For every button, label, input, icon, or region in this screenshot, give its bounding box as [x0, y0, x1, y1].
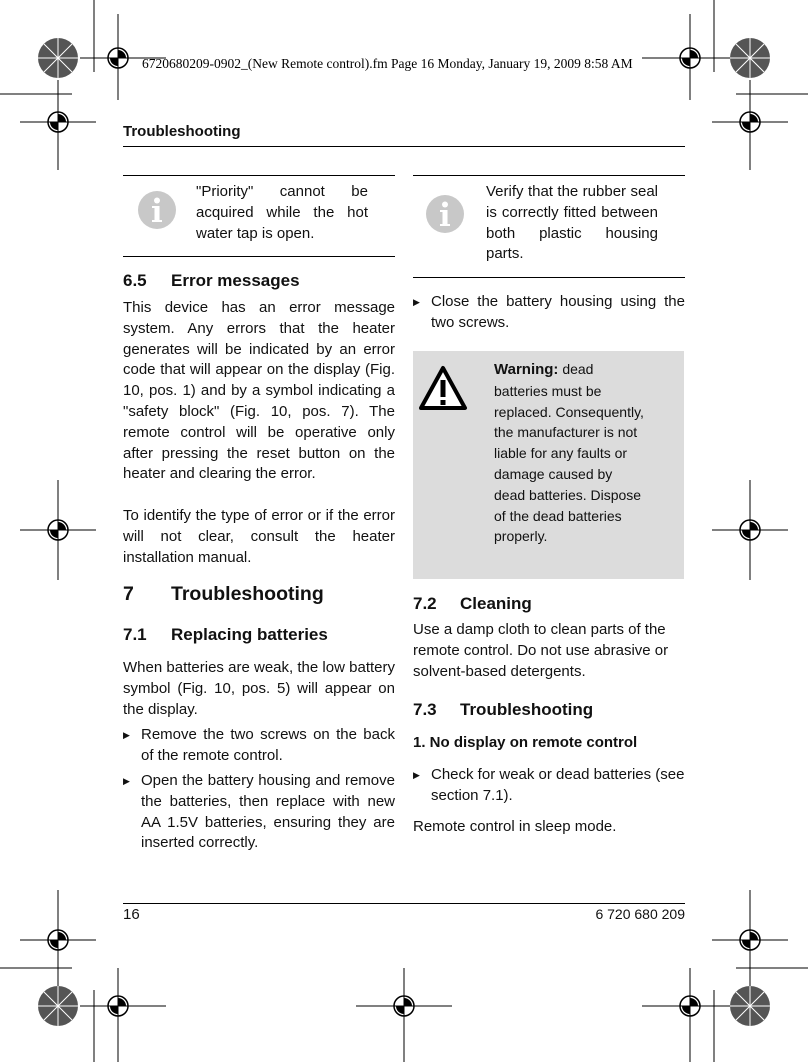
section-7-3-heading: 7.3 Troubleshooting	[413, 700, 594, 719]
section-6-5-paragraph-1: This device has an error message system. Any errors that the heater generates will be indicated by an error code that will appear on the display (Fig. 10, pos. 1) and by a symbol indicating a "safety block" (Fig. 10, pos. 7). The remote control will be operative only after pressing the reset button on the heater and clearing the error.	[123, 299, 395, 483]
subheading-no-display: 1. No display on remote control	[413, 734, 638, 751]
info-icon	[425, 194, 465, 234]
section-7-heading: 7 Troubleshooting	[123, 583, 324, 605]
footer-rule	[123, 903, 685, 904]
sleep-mode-text: Remote control in sleep mode.	[413, 818, 617, 835]
document-number: 6 720 680 209	[595, 906, 685, 922]
info-icon	[137, 190, 177, 230]
info-note-rubber-seal: Verify that the rubber seal is correctly fitted between both plastic housing parts.	[486, 183, 658, 263]
section-6-5-heading: 6.5 Error messages	[123, 271, 300, 290]
section-7-1-paragraph: When batteries are weak, the low battery symbol (Fig. 10, pos. 5) will appear on the display.	[123, 659, 395, 718]
bullet-arrow-icon: ▶	[413, 297, 420, 307]
list-item-check-batteries: ▶ Check for weak or dead batteries (see section 7.1).	[413, 766, 685, 804]
bullet-arrow-icon: ▶	[123, 730, 130, 740]
info-note-bottom-rule	[123, 256, 395, 257]
section-7-2-heading: 7.2 Cleaning	[413, 594, 532, 613]
list-item-close-housing: ▶ Close the battery housing using the two screws.	[413, 293, 685, 331]
bullet-arrow-icon: ▶	[413, 770, 420, 780]
section-7-1-heading: 7.1 Replacing batteries	[123, 625, 328, 644]
bullet-arrow-icon: ▶	[123, 776, 130, 786]
info-note-right-bottom-rule	[413, 277, 685, 278]
section-6-5-paragraph-2: To identify the type of error or if the error will not clear, consult the heater installation manual.	[123, 507, 395, 566]
section-7-2-paragraph: Use a damp cloth to clean parts of the remote control. Do not use abrasive or solvent-based detergents.	[413, 621, 669, 680]
info-note-right-top-rule	[413, 175, 685, 176]
print-header: 6720680209-0902_(New Remote control).fm Page 16 Monday, January 19, 2009 8:58 AM	[142, 56, 633, 71]
list-item-remove-screws: ▶ Remove the two screws on the back of the remote control.	[123, 726, 395, 764]
warning-triangle-icon	[418, 365, 468, 411]
warning-text: Warning: dead batteries must be replaced. Consequently, the manufacturer is not liable for any faults or damage caused by dead batteries. Dispose of the dead batteries properly.	[494, 361, 644, 545]
info-note-priority: "Priority" cannot be acquired while the hot water tap is open.	[196, 183, 368, 242]
page-number: 16	[123, 906, 140, 923]
list-item-replace-batteries: ▶ Open the battery housing and remove the batteries, then replace with new AA 1.5V batteries, ensuring they are inserted correctly.	[123, 772, 395, 852]
running-title: Troubleshooting	[123, 123, 241, 140]
info-note-top-rule	[123, 175, 395, 176]
header-rule	[123, 146, 685, 147]
